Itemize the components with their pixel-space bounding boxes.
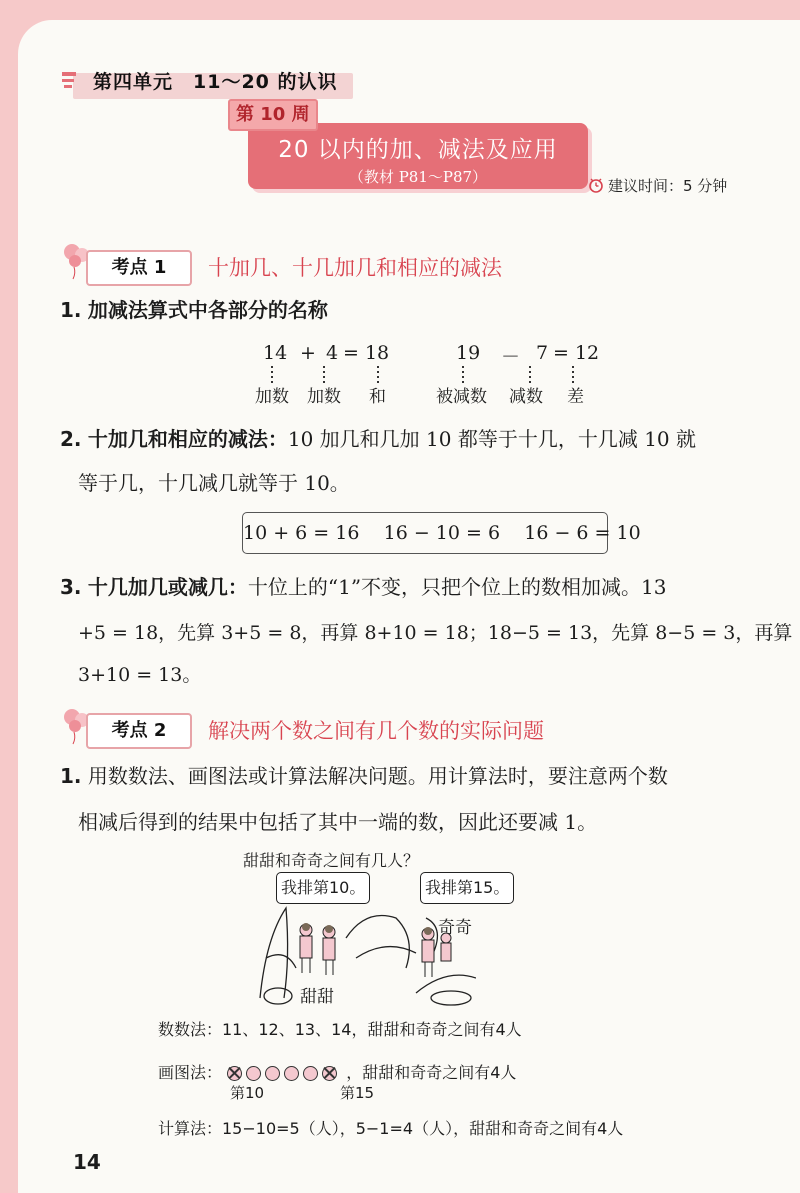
- kd1-item2-line1: 2. 十加几和相应的减法：10 加几和几加 10 都等于十几，十几减 10 就: [60, 427, 697, 451]
- circle-icon: [303, 1066, 318, 1081]
- suggested-time: 建议时间：5 分钟: [608, 177, 728, 195]
- equation-box: [242, 512, 641, 554]
- kd1-item3-line3: 3+10 = 13。: [78, 664, 202, 686]
- week-banner: [248, 123, 588, 189]
- plus-sign: +: [300, 342, 316, 364]
- label-minuend: 被减数: [436, 387, 487, 407]
- subtrahend: 7: [536, 342, 549, 364]
- sum: = 18: [343, 342, 390, 364]
- week-tag: 第 10 周: [228, 99, 318, 131]
- unit-title: 第四单元 11～20 的认识: [93, 71, 338, 93]
- label-addend-2: 加数: [307, 387, 341, 407]
- kd1-item1-title: 加减法算式中各部分的名称: [87, 298, 328, 322]
- clock-icon: [588, 176, 604, 194]
- kd1-item2-line2: 等于几，十几减几就等于 10。: [78, 471, 350, 495]
- method-counting: 数数法：11、12、13、14，甜甜和奇奇之间有4人: [158, 1020, 522, 1039]
- label-difference: 差: [567, 387, 584, 407]
- label-subtrahend: 减数: [509, 387, 543, 407]
- box-eq-2: 16 − 10 = 6: [383, 522, 501, 544]
- method-calculation: 计算法：15−10=5（人），5−1=4（人），甜甜和奇奇之间有4人: [158, 1119, 624, 1138]
- banner-title: 20 以内的加、减法及应用: [278, 137, 558, 163]
- kd1-item3-line2: +5 = 18，先算 3+5 = 8，再算 8+10 = 18；18−5 = 13，先算 8−5 = 3，再算: [78, 622, 793, 644]
- kd1-item3-line1: 3. 十几加几或减几：十位上的“1”不变，只把个位上的数相加减。13: [60, 575, 667, 599]
- minus-sign: －: [501, 346, 521, 368]
- method-drawing-label: 画图法：: [158, 1063, 223, 1082]
- circle-diagram: [227, 1063, 346, 1082]
- method-drawing: [158, 1060, 516, 1083]
- page-number: 14: [73, 1150, 101, 1174]
- addend-1: 14: [263, 342, 288, 364]
- circle-icon: [284, 1066, 299, 1081]
- kd1-item2-title: 十加几和相应的减法：: [87, 427, 288, 451]
- circle-icon: [265, 1066, 280, 1081]
- difference: = 12: [553, 342, 600, 364]
- minuend: 19: [456, 342, 481, 364]
- kaodian-1-title: 十加几、十几加几和相应的减法: [208, 256, 502, 280]
- kd1-item3-title: 十几加几或减几：: [87, 575, 248, 599]
- illustration-question: 甜甜和奇奇之间有几人？: [243, 851, 420, 870]
- speech-bubble-right: 我排第15。: [420, 872, 514, 904]
- box-eq-1: 10 + 6 = 16: [243, 522, 360, 544]
- mark-10th: 第10: [230, 1084, 265, 1102]
- circle-icon: [246, 1066, 261, 1081]
- kaodian-1-tag: 考点 1: [86, 250, 192, 286]
- banner-subtitle: （教材 P81～P87）: [348, 168, 488, 186]
- kaodian-2-tag: 考点 2: [86, 713, 192, 749]
- crossed-circle-icon: [227, 1066, 242, 1081]
- name-tiantian: 甜甜: [300, 987, 334, 1007]
- label-addend-1: 加数: [255, 387, 289, 407]
- kd2-item1-line2: 相减后得到的结果中包括了其中一端的数，因此还要减 1。: [78, 810, 598, 834]
- kd2-item1-line1: 1. 用数数法、画图法或计算法解决问题。用计算法时，要注意两个数: [60, 764, 668, 788]
- mark-15th: 第15: [340, 1084, 375, 1102]
- speech-bubble-left: 我排第10。: [276, 872, 370, 904]
- pin-icon: [60, 68, 86, 94]
- box-eq-3: 16 − 6 = 10: [524, 522, 641, 544]
- addend-2: 4: [326, 342, 339, 364]
- label-sum: 和: [369, 387, 386, 407]
- crossed-circle-icon: [322, 1066, 337, 1081]
- kaodian-2-title: 解决两个数之间有几个数的实际问题: [208, 719, 544, 743]
- kd1-item1: 1. 加减法算式中各部分的名称: [60, 298, 328, 322]
- page: [18, 20, 800, 1193]
- name-qiqi: 奇奇: [438, 918, 472, 938]
- method-drawing-result: ，甜甜和奇奇之间有4人: [346, 1063, 517, 1082]
